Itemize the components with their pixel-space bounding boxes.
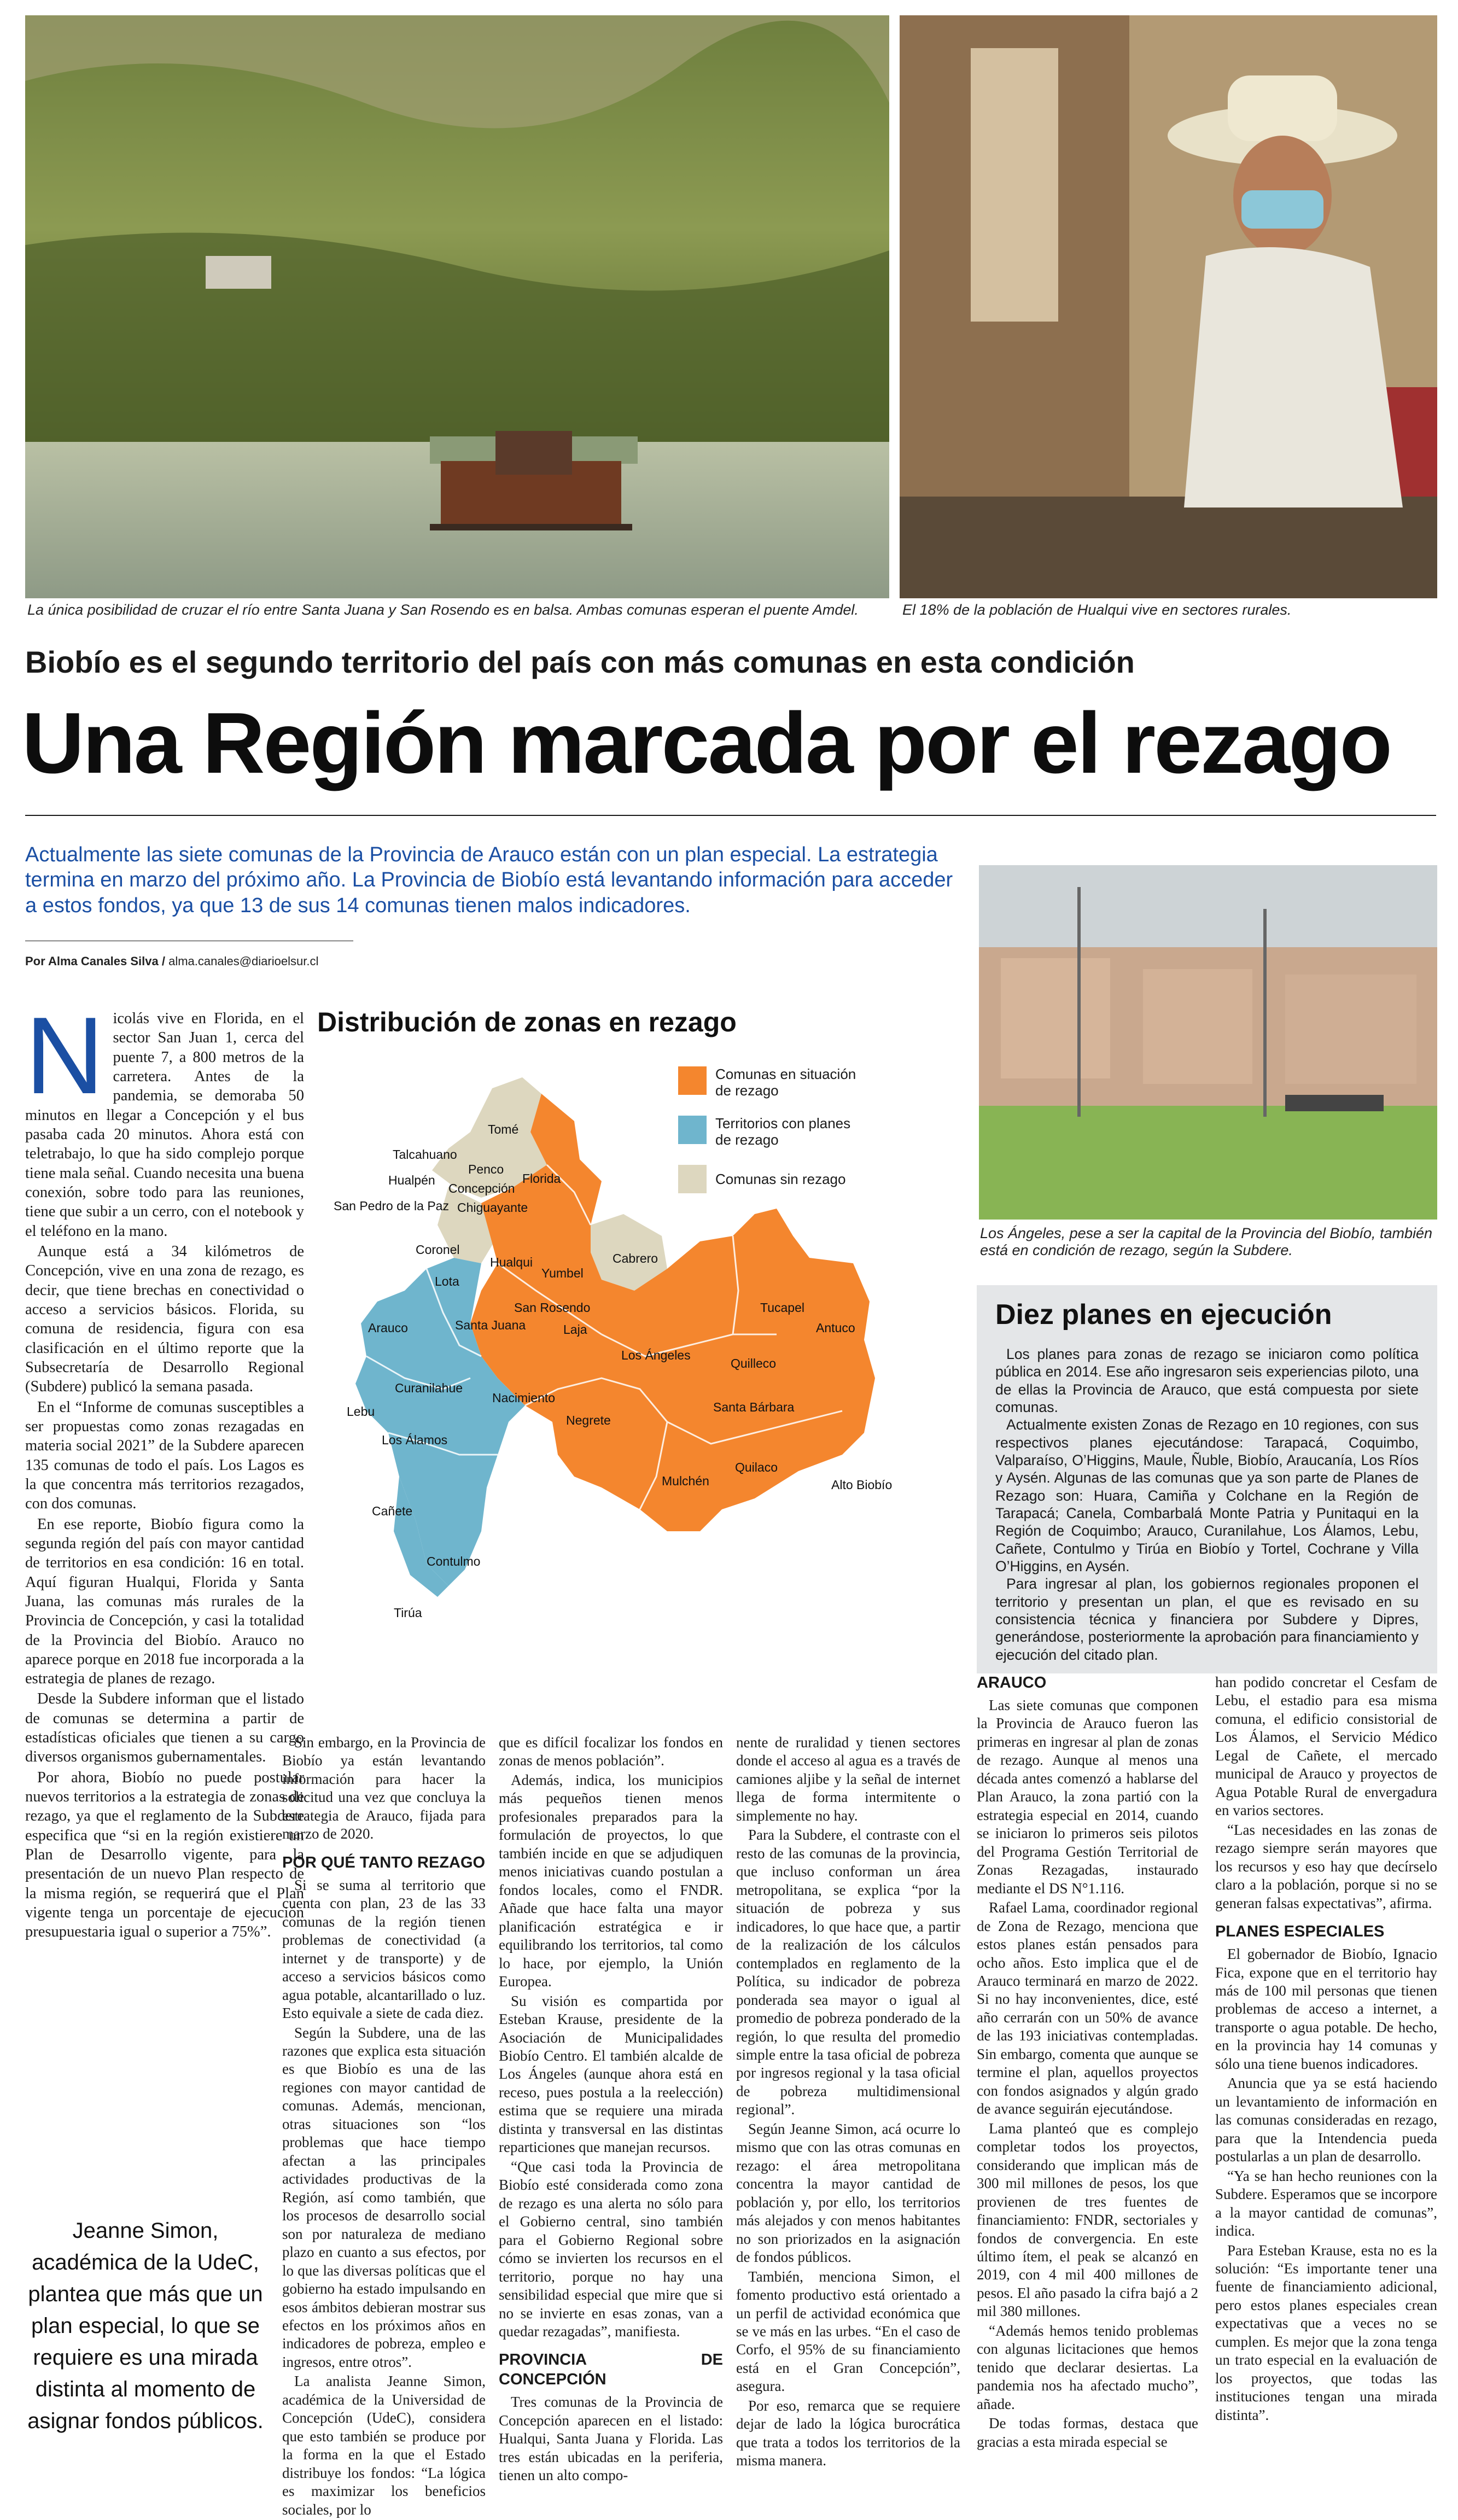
side-photo-caption: Los Ángeles, pese a ser la capital de la Provincia del Biobío, también está en condición de rezago, según la Subdere. (980, 1225, 1432, 1259)
map-label-lebu: Lebu (347, 1404, 375, 1419)
map-label-tucapel: Tucapel (760, 1300, 804, 1315)
body-column-2 (282, 1734, 486, 2520)
kicker: Biobío es el segundo territorio del país con más comunas en esta condición (25, 645, 1135, 679)
body-paragraph: Según Jeanne Simon, acá ocurre lo mismo que con las otras comunas en rezago: el área metropolitana concentra la mayor cantidad de población y, por ello, los territorios más alejados y con menos habitantes no son priorizados en la asignación de fondos públicos. (736, 2120, 960, 2266)
body-column-4 (736, 1734, 960, 2471)
subhead-por-que: POR QUÉ TANTO REZAGO (282, 1853, 486, 1871)
map-label-quilaco: Quilaco (735, 1460, 778, 1474)
map-label-hualpen: Hualpén (388, 1173, 435, 1187)
map-label-tome: Tomé (488, 1122, 519, 1136)
rezago-map (317, 1006, 963, 1695)
body-column-1 (25, 995, 304, 1943)
lead-paragraph: Actualmente las siete comunas de la Provincia de Arauco están con un plan especial. La estrategia termina en marzo del próximo año. La Provincia de Biobío está levantando información para acceder a estos fondos, ya que 13 de sus 14 comunas tienen malos indicadores. (25, 843, 953, 917)
map-label-laja: Laja (563, 1322, 587, 1337)
map-label-coronel: Coronel (416, 1242, 460, 1257)
body-paragraph: Anuncia que ya se está haciendo un levantamiento de información en las comunas consideradas en rezago, para que la Intendencia pueda postularlas a un plan de desarrollo. (1215, 2075, 1437, 2165)
body-paragraph: Por eso, remarca que se requiere dejar de lado la lógica burocrática que trata a todos los territorios de la misma manera. (736, 2397, 960, 2469)
body-paragraph: Además, indica, los municipios más pequeños tienen menos profesionales preparados para la formulación de proyectos, lo que también incide en que se adjudiquen menos iniciativas cuando postulan a fondos locales, como el FNDR. Añade que hace falta una mayor planificación estratégica e ir equilibrando los territorios, tal como lo hace, por ejemplo, la Unión Europea. (499, 1771, 723, 1990)
body-paragraph: “Ya se han hecho reuniones con la Subdere. Esperamos que se incorpore a la mayor cantidad de comunas”, indica. (1215, 2167, 1437, 2239)
left-photo-caption: La única posibilidad de cruzar el río entre Santa Juana y San Rosendo es en balsa. Ambas comunas esperan el puente Amdel. (27, 602, 859, 618)
body-paragraph: Si se suma al territorio que cuenta con plan, 23 de las 33 comunas de la región tienen problemas de conectividad (a internet y de transporte) y de acceso a servicios básicos como agua potable, alcantarillado o luz. Esto equivale a siete de cada diez. (282, 1876, 486, 2022)
body-paragraph: También, menciona Simon, el fomento productivo está orientado a un perfil de actividad económica que se ve más en las urbes. “En el caso de Corfo, el 95% de su financiamiento está en el Gran Concepción”, asegura. (736, 2268, 960, 2395)
map-label-canete: Cañete (372, 1504, 413, 1518)
subhead-planes: PLANES ESPECIALES (1215, 1923, 1385, 1941)
byline-author: Por Alma Canales Silva / (25, 954, 165, 968)
map-label-negrete: Negrete (566, 1413, 611, 1427)
legend-label-sin: Comunas sin rezago (715, 1171, 846, 1187)
subhead-arauco: ARAUCO (977, 1674, 1047, 1691)
legend-sin (678, 1165, 859, 1193)
body-paragraph: Para la Subdere, el contraste con el resto de las comunas de la provincia, que incluso conforman un área metropolitana, se explica “por la situación de pobreza y sus indicadores, lo que hace que, a partir de la realización de los cálculos contemplados en reglamento de la Política, su indicador de pobreza ponderada sea mayor o igual al promedio de pobreza ponderado de la región, lo que resulta del promedio simple entre la tasa oficial de pobreza por ingresos regional y la tasa oficial de pobreza multidimensional regional”. (736, 1827, 960, 2118)
body-column-5 (977, 1673, 1198, 2452)
legend-label-planes: Territorios con planes de rezago (715, 1115, 851, 1148)
body-paragraph: “Además hemos tenido problemas con algunas licitaciones que hemos tenido que declarar desiertas. La pandemia nos ha afectado mucho”, añade. (977, 2322, 1198, 2412)
map-label-concepcion: Concepción (448, 1181, 515, 1195)
body-paragraph: “Las necesidades en las zonas de rezago siempre serán mayores que los recursos y eso hay que decírselo claro a la población, porque si no se generan falsas expectativas”, afirma. (1215, 1821, 1437, 1911)
body-paragraph: Según la Subdere, una de las razones que explica esta situación es que Biobío es una de las regiones con mayor cantidad de comunas. Además, mencionan, otras situaciones son “los problemas que hace tiempo afectan a las principales actividades productivas de la Región, así como también, que los procesos de desarrollo social son por naturaleza de mediano plazo en cuanto a sus efectos, por lo que las diversas políticas que el gobierno ha estado impulsando en esos ámbitos debieran mostrar sus efectos en los próximos años en indicadores de pobreza, empleo e ingresos, entre otros”. (282, 2024, 486, 2370)
map-label-cabrero: Cabrero (613, 1251, 658, 1265)
legend-planes (678, 1116, 859, 1148)
map-label-contulmo: Contulmo (427, 1554, 481, 1568)
map-label-santabarbara: Santa Bárbara (713, 1400, 795, 1414)
sidebar-title: Diez planes en ejecución (995, 1299, 1332, 1331)
byline (25, 954, 572, 969)
body-paragraph: Lama planteó que es complejo completar todos los proyectos, considerando que implican más de 300 mil millones de pesos, los que provienen de tres fuentes de financiamiento: FNDR, sectoriales y fondos de convergencia. En este último ítem, el peak se alcanzó en 2019, con 4 mil 400 millones de pesos. El año pasado la cifra bajó a 2 mil 380 millones. (977, 2120, 1198, 2320)
map-label-chiguayante: Chiguayante (457, 1200, 528, 1215)
map-label-tirua: Tirúa (394, 1606, 422, 1620)
body-paragraph: Por ahora, Biobío no puede postular nuevos territorios a la estrategia de zonas de rezago, ya que el reglamento de la Subdere especifica que “si en la región existiere un Plan de Desarrollo vigente, para la presentación de un nuevo Plan respecto de la misma región, se requerirá que el Plan vigente tenga un porcentaje de ejecución presupuestaria igual o superior a 75%”. (25, 1769, 304, 1941)
sidebar-body (995, 1345, 1419, 1664)
body-paragraph: La analista Jeanne Simon, académica de la Universidad de Concepción (UdeC), considera que esto también se produce por la forma en la que el Estado distribuye los fondos: “La lógica es maximizar los beneficios sociales, por lo (282, 2373, 486, 2518)
map-title: Distribución de zonas en rezago (317, 1007, 737, 1037)
map-label-florida: Florida (522, 1171, 561, 1186)
map-label-curanilahue: Curanilahue (395, 1381, 463, 1395)
body-paragraph: nente de ruralidad y tienen sectores donde el acceso al agua es a través de camiones aljibe y la señal de internet llega de forma intermitente o simplemente no hay. (736, 1734, 960, 1824)
right-photo-caption: El 18% de la población de Hualqui vive en sectores rurales. (902, 602, 1292, 618)
body-paragraph: De todas formas, destaca que gracias a esta mirada especial se (977, 2415, 1198, 2450)
rural-man-photo (900, 15, 1437, 598)
sidebar-paragraph: Para ingresar al plan, los gobiernos regionales proponen el territorio y presentan un plan, el que es revisado en su consistencia técnica y financiera por Subdere y Dipres, generándose, posteriormente la aprobación para financiamiento y ejecución del citado plan. (995, 1576, 1419, 1663)
body-column-3 (499, 1734, 723, 2486)
map-label-antuco: Antuco (816, 1321, 855, 1335)
map-label-sanpedro: San Pedro de la Paz (334, 1199, 449, 1213)
body-paragraph: Su visión es compartida por Esteban Krause, presidente de la Asociación de Municipalidades Biobío Centro. El también alcalde de Los Ángeles (aunque ahora está en receso, pues postula a la reelección) estima que se requiere una mirada distinta y transversal en las distintas reparticiones que manejan recursos. (499, 1992, 723, 2156)
dropcap: N (25, 995, 104, 1117)
body-paragraph: Sin embargo, en la Provincia de Biobío ya están levantando información para hacer la solicitud una vez que concluya la estrategia de Arauco, fijada para marzo de 2020. (282, 1734, 486, 1842)
body-paragraph: En ese reporte, Biobío figura como la segunda región del país con mayor cantidad de territorios en esa condición: 16 en total. Aquí figuran Hualqui, Florida y Santa Juana, las comunas más rurales de la Provincia de Concepción, y casi la totalidad de la Provincia del Biobío. Arauco no aparece porque en 2018 fue incorporada a la estrategia de planes de rezago. (25, 1515, 304, 1688)
legend-label-rezago: Comunas en situación de rezago (715, 1066, 856, 1099)
map-label-quilleco: Quilleco (731, 1356, 777, 1370)
sidebar-box (977, 1285, 1437, 1673)
headline-rule (25, 815, 1436, 816)
pull-quote: Jeanne Simon, académica de la UdeC, plantea que más que un plan especial, lo que se requiere es una mirada distinta al momento de asignar fondos públicos. (27, 2219, 264, 2433)
map-label-arauco: Arauco (368, 1321, 408, 1335)
headline: Una Región marcada por el rezago (22, 695, 1391, 791)
map-label-talcahuano: Talcahuano (393, 1147, 457, 1162)
map-label-losalamos: Los Álamos (382, 1433, 448, 1447)
los-angeles-photo (979, 865, 1437, 1220)
body-paragraph: han podido concretar el Cesfam de Lebu, el estadio para esa misma comuna, el edificio consistorial de Los Álamos, el Servicio Médico Legal de Cañete, el mercado municipal de Arauco y proyectos de Agua Potable Rural de envergadura en varios sectores. (1215, 1674, 1437, 1819)
body-paragraph: Para Esteban Krause, esta no es la solución: “Es importante tener una fuente de financiamiento adicional, pero estos planes especiales crean expectativas que a veces no se cumplen. Es mejor que la zona tenga un trato especial en la evaluación de los proyectos, que todas las instituciones tengan una mirada distinta”. (1215, 2242, 1437, 2423)
body-column-6 (1215, 1673, 1437, 2425)
map-label-losangeles: Los Ángeles (621, 1348, 691, 1362)
body-paragraph: que es difícil focalizar los fondos en zonas de menos población”. (499, 1734, 723, 1769)
body-paragraph: “Que casi toda la Provincia de Biobío esté considerada como zona de rezago es una alerta no sólo para el Gobierno central, sino también para el Gobierno Regional sobre cómo se invierten los recursos en el territorio, porque no hay una sensibilidad especial que mire que si no se invierte en esas zonas, van a quedar rezagadas”, manifiesta. (499, 2158, 723, 2340)
legend-swatch-sin (678, 1165, 707, 1193)
map-label-hualqui: Hualqui (490, 1255, 533, 1269)
river-ferry-photo (25, 15, 889, 598)
map-label-santajuana: Santa Juana (455, 1318, 526, 1332)
legend-swatch-rezago (678, 1066, 707, 1095)
map-label-penco: Penco (468, 1162, 504, 1176)
map-label-sanrosendo: San Rosendo (514, 1300, 591, 1315)
subhead-concepcion: PROVINCIA DE CONCEPCIÓN (499, 2351, 723, 2389)
sidebar-paragraph: Los planes para zonas de rezago se iniciaron como política pública en 2014. Ese año ingresaron seis experiencias piloto, una de ellas la Provincia de Arauco, que está compuesta por siete comunas. (995, 1346, 1419, 1415)
body-paragraph: Las siete comunas que componen la Provincia de Arauco fueron las primeras en ingresar al plan de zonas de rezago. Aunque al menos una década antes comenzó a hablarse del Plan Arauco, la zona partió con la estrategia especial en 2014, cuando se iniciaron lo primeros seis pilotos del Programa Gestión Territorial de Zonas Rezagadas, instaurado mediante el DS N°1.116. (977, 1696, 1198, 1897)
body-paragraph: En el “Informe de comunas susceptibles a ser propuestas como zonas rezagadas en materia social 2021” de la Subdere aparecen 135 comunas de todo el país. Los Lagos es la que concentra más territorios rezagados, con dos comunas. (25, 1398, 304, 1513)
dropcap-paragraph-text: icolás vive en Florida, en el sector San Juan 1, cerca del puente 7, a 800 metros de la carretera. Antes de la pandemia, se demoraba 50 minutos en llegar a Concepción y el bus pasaba cada 20 minutos. Ahora está con teletrabajo, lo que ha sido complejo porque tiene mala señal. Cuando necesita una buena conexión, sobre todo para las reuniones, tiene que subir a un cerro, con el notebook y el teléfono en la mano. (25, 1010, 304, 1240)
map-label-nacimiento: Nacimiento (492, 1391, 556, 1405)
legend-rezago (678, 1066, 859, 1099)
map-label-yumbel: Yumbel (541, 1266, 584, 1280)
body-paragraph: El gobernador de Biobío, Ignacio Fica, expone que en el territorio hay más de 100 mil personas que tienen problemas de acceso a internet, a transporte o agua potable. De hecho, en la provincia hay 14 comunas y sólo una tiene buenos indicadores. (1215, 1946, 1437, 2072)
body-paragraph: Tres comunas de la Provincia de Concepción aparecen en el listado: Hualqui, Santa Juana y Florida. Las tres están ubicadas en la periferia, tienen un alto compo- (499, 2394, 723, 2484)
body-paragraph (25, 995, 304, 1241)
map-label-mulchen: Mulchén (662, 1474, 709, 1488)
map-label-altobiobio: Alto Biobío (831, 1478, 893, 1492)
body-paragraph: Desde la Subdere informan que el listado de comunas se determina a partir de estadísticas oficiales que tienen a su cargo diversos organismos gubernamentales. (25, 1690, 304, 1766)
legend-swatch-planes (678, 1116, 707, 1144)
map-label-lota: Lota (435, 1274, 459, 1288)
body-paragraph: Aunque está a 34 kilómetros de Concepción, vive en una zona de rezago, es decir, que tiene brechas en conectividad o acceso a servicios básicos. Florida, su comuna de residencia, figura con esa clasificación en el último reporte que la Subsecretaría de Desarrollo Regional (Subdere) publicó la semana pasada. (25, 1242, 304, 1396)
byline-email[interactable]: alma.canales@diarioelsur.cl (168, 954, 319, 968)
body-paragraph: Rafael Lama, coordinador regional de Zona de Rezago, menciona que estos planes están pensados para ocho años. Esto implica que el de Arauco terminará en marzo de 2022. Si no hay inconvenientes, dice, esté año cerrarán con un 50% de avance de las 193 iniciativas contempladas. Sin embargo, comenta que aunque se termine el plan, aquellos proyectos con fondos asignados y algún grado de avance seguirán ejecutándose. (977, 1899, 1198, 2118)
sidebar-paragraph: Actualmente existen Zonas de Rezago en 10 regiones, con sus respectivos planes ejecutándose: Tarapacá, Coquimbo, Valparaíso, O’Higgins, Maule, Ñuble, Biobío, Araucanía, Los Ríos y Aysén. Algunas de las comunas que ya son parte de Planes de Rezago son: Huara, Camiña y Colchane en la Región de Tarapacá; Canela, Combarbalá Monte Patria y Punitaqui en la Región de Coquimbo; Arauco, Curanilahue, Los Álamos, Lebu, Cañete, Contulmo y Tirúa en Biobío y Tortel, Cochrane y Villa O’Higgins, en Aysén. (995, 1416, 1419, 1574)
